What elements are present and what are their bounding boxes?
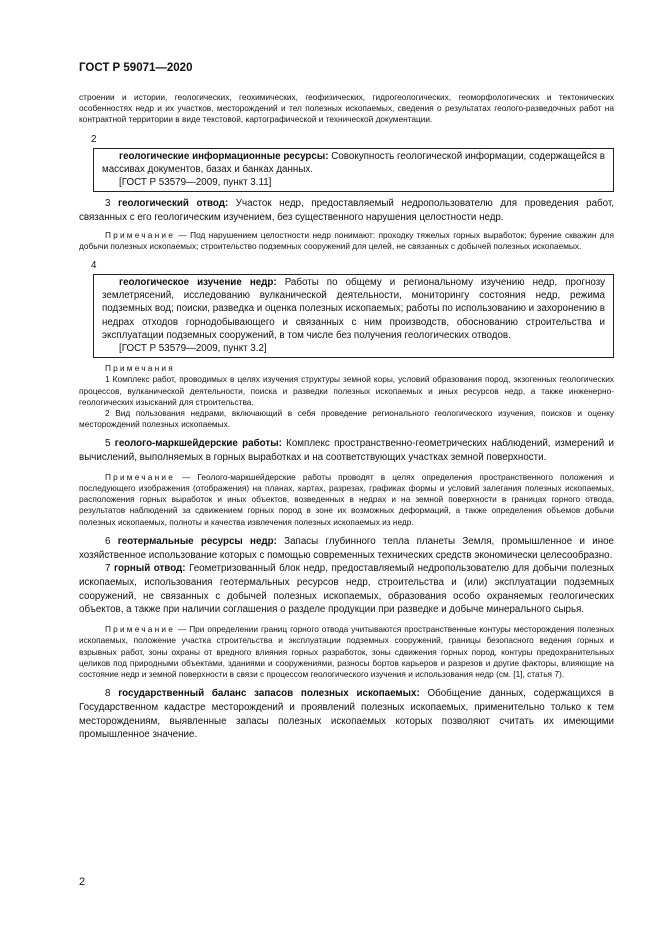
page-content [79, 92, 614, 742]
term-7-note-text: — При определении границ горного отвода учитываются пространственные контуры месторождения полезных ископаемых, положение участка строительства и эксплуатации подземных сооружений, границы безопасного ведения горных и взрывных работ, зоны охраны от вредного влияния горных разработок, зоны сдвижения горных пород, контуры предохранительных целиков под природными объектами, зданиями и сооружениями, разносы бортов карьеров и разрезов и другие факторы, влияющие на состояние недр и земной поверхности в связи с процессом геологического изучения и использования недр (см. [1], статья 7). [79, 624, 614, 679]
term-5 [79, 437, 614, 464]
term-2-title: геологические информационные ресурсы: [119, 150, 329, 162]
term-5-title: геолого-маркшейдерские работы: [114, 438, 282, 450]
term-5-number: 5 [105, 438, 115, 450]
term-4-note-1: 1 Комплекс работ, проводимых в целях изучения структуры земной коры, условий образования пород, экзогенных геологических процессов, вулканической деятельности, поиска и разведки полезных ископаемых и иных ресурсов недр, а также инженерно-геологических изысканий для строительства. [79, 374, 614, 407]
term-2-box [93, 148, 614, 193]
term-8-text: Обобщение данных, содержащихся в Государственном кадастре месторождений и проявлений полезных ископаемых, применительно только к тем месторождениям, выявленные запасы полезных ископаемых которых позволяют считать их имеющими промышленное значение. [79, 688, 614, 741]
term-3-note-text: — Под нарушением целостности недр понимают: проходку тяжелых горных выработок; бурение скважин для добычи полезных ископаемых; строительство подземных сооружений для целей, не связанных с добычей полезных ископаемых. [79, 229, 614, 251]
term-3 [79, 197, 614, 224]
term-5-note-text: — Геолого-маркшейдерские работы проводят в целях определения пространственного положения и последующего изображения (отображения) на планах, картах, разрезах, графиках формы и условий залегания полезных ископаемых, расположения горных выработок и иных объектов, возведенных в недрах и на земной поверхности в границах горного отвода, результатов наблюдений за сдвижением горных пород в зоне их возможных деформаций, а также определения объемов добычи полезных ископаемых, полноты и качества извлечения полезных ископаемых из недр. [79, 471, 614, 527]
term-7 [79, 562, 614, 617]
notes-label: Примечания [105, 363, 175, 374]
term-2-number: 2 [91, 133, 97, 145]
document-header: ГОСТ Р 59071—2020 [79, 62, 193, 74]
term-8-number: 8 [105, 688, 119, 700]
page-number: 2 [79, 876, 86, 888]
term-2-text: Совокупность геологической информации, содержащейся в массивах документов, базах и банках данных. [102, 150, 605, 175]
term-4-title: геологическое изучение недр: [119, 277, 277, 289]
term-5-note [79, 472, 614, 528]
term-2-reference: [ГОСТ Р 53579—2009, пункт 3.11] [119, 177, 272, 189]
note-label: Примечание [105, 471, 176, 482]
term-8 [79, 687, 614, 742]
term-4-note-2: 2 Вид пользования недрами, включающий в себя проведение регионального геологического изучения, поисков и оценку месторождений полезных ископаемых. [79, 408, 614, 430]
term-4-definition [102, 276, 605, 342]
term-5-text: Комплекс пространственно-геометрических наблюдений, измерений и вычислений, выполняемых в горных выработках и на соответствующих участках земной поверхности. [79, 438, 615, 464]
intro-paragraph: строении и истории, геологических, геохимических, геофизических, гидрогеологических, геоморфологических и тектонических особенностях недр и их участков, месторождений и тел полезных ископаемых, сведения о результатах геолого-разведочных работ на контрактной территории в виде текстовой, картографической и технической документации. [79, 92, 614, 125]
term-3-number: 3 [105, 198, 119, 210]
term-4-box [93, 274, 614, 358]
term-4-text: Работы по общему и региональному изучению недр, прогнозу землетрясений, исследованию вулканической деятельности, мониторингу состояния недр, режима подземных вод; поиски, разведка и оценка полезных ископаемых; работы по использованию и захоронению в недрах отходов горнодобывающего и связанных с ним производств, обоснованию строительства и эксплуатации подземных сооружений, в том числе без получения геологических отводов. [102, 277, 605, 341]
term-7-number: 7 [105, 563, 114, 575]
term-6-text: Запасы глубинного тепла планеты Земля, промышленное и иное хозяйственное использование которых с помощью современных технических средств экономически целесообразно. [79, 535, 615, 561]
note-label: Примечание [105, 624, 176, 635]
term-4-number: 4 [91, 260, 97, 272]
term-6-number: 6 [105, 535, 118, 547]
term-7-title: горный отвод: [114, 563, 186, 575]
term-8-title: государственный баланс запасов полезных ископаемых: [118, 688, 420, 700]
term-4-reference: [ГОСТ Р 53579—2009, пункт 3.2] [119, 343, 267, 355]
term-4-notes-label [79, 363, 614, 374]
term-2-definition [102, 150, 605, 176]
term-3-note [79, 230, 614, 252]
term-6 [79, 535, 614, 562]
term-7-note [79, 624, 614, 680]
term-3-text: Участок недр, предоставляемый недропользователю для проведения работ, связанных с его геологическим изучением, без существенного нарушения целостности недр. [79, 198, 614, 223]
note-label: Примечание [105, 229, 176, 240]
term-3-title: геологический отвод: [118, 198, 229, 210]
term-6-title: геотермальные ресурсы недр: [117, 535, 277, 547]
term-7-text: Геометризованный блок недр, предоставляемый недропользователю для добычи полезных ископаемых, использования геотермальных ресурсов недр, строительства и (или) эксплуатации подземных сооружений, не связанных с добычей полезных ископаемых, образования особо охраняемых геологических объектов, а также при наличии соглашения о разделе продукции при разведке и добыче минерального сырья. [79, 563, 615, 616]
